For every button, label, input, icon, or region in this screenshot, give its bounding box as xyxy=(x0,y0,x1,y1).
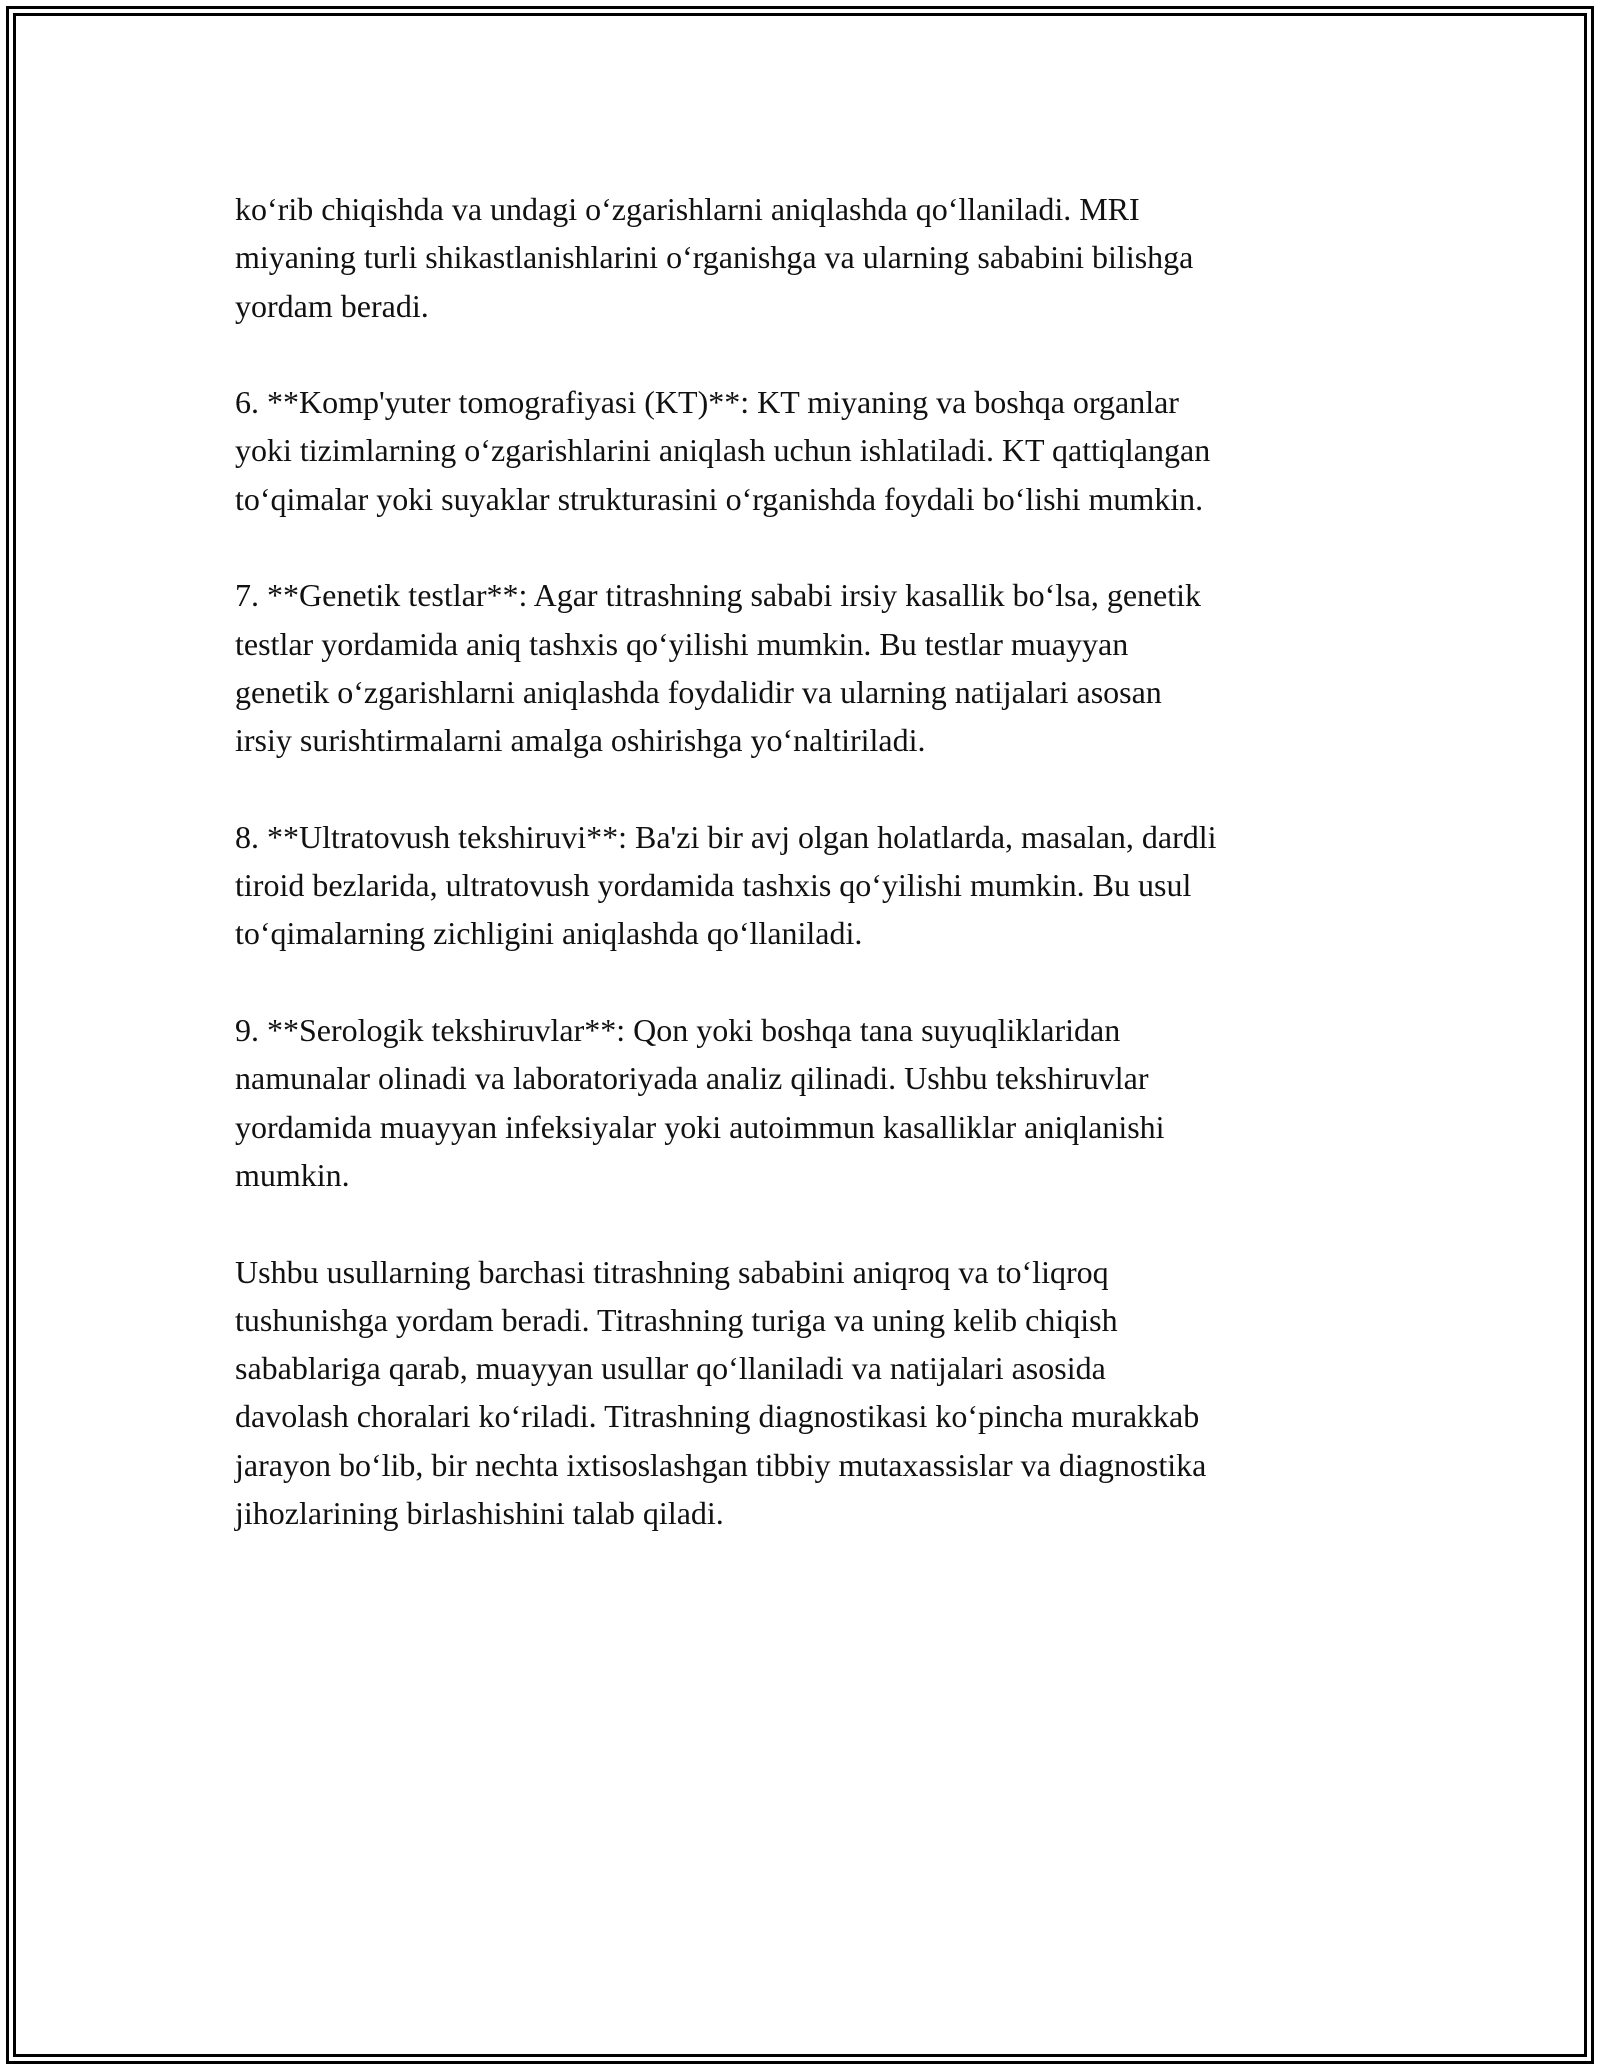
text-line: mumkin. xyxy=(235,1156,350,1193)
text-line: irsiy surishtirmalarni amalga oshirishga yo‘naltiriladi. xyxy=(235,722,926,759)
text-line: jihozlarining birlashishini talab qiladi. xyxy=(235,1495,724,1532)
paragraph-mri-continuation xyxy=(235,185,1375,330)
text-line: 7. **Genetik testlar**: Agar titrashning sababi irsiy kasallik bo‘lsa, genetik xyxy=(235,577,1202,614)
text-line: yordam beradi. xyxy=(235,287,429,324)
paragraph-item-7-genetic-tests xyxy=(235,571,1375,764)
text-line: 9. **Serologik tekshiruvlar**: Qon yoki boshqa tana suyuqliklaridan xyxy=(235,1012,1121,1049)
text-line: tiroid bezlarida, ultratovush yordamida tashxis qo‘yilishi mumkin. Bu usul xyxy=(235,867,1192,904)
document-body xyxy=(235,185,1375,1586)
text-line: davolash choralari ko‘riladi. Titrashning diagnostikasi ko‘pincha murakkab xyxy=(235,1398,1200,1435)
text-line: Ushbu usullarning barchasi titrashning sababini aniqroq va to‘liqroq xyxy=(235,1253,1109,1290)
paragraph-item-9-serology xyxy=(235,1006,1375,1199)
text-line: tushunishga yordam beradi. Titrashning turiga va uning kelib chiqish xyxy=(235,1301,1118,1338)
text-line: genetik o‘zgarishlarni aniqlashda foydalidir va ularning natijalari asosan xyxy=(235,673,1162,710)
text-line: 8. **Ultratovush tekshiruvi**: Ba'zi bir avj olgan holatlarda, masalan, dardli xyxy=(235,818,1217,855)
paragraph-item-8-ultrasound xyxy=(235,813,1375,958)
text-line: namunalar olinadi va laboratoriyada analiz qilinadi. Ushbu tekshiruvlar xyxy=(235,1060,1149,1097)
text-line: to‘qimalarning zichligini aniqlashda qo‘llaniladi. xyxy=(235,915,863,952)
text-line: 6. **Komp'yuter tomografiyasi (KT)**: KT miyaning va boshqa organlar xyxy=(235,384,1179,421)
text-line: yoki tizimlarning o‘zgarishlarini aniqlash uchun ishlatiladi. KT qattiqlangan xyxy=(235,432,1211,469)
text-line: to‘qimalar yoki suyaklar strukturasini o‘rganishda foydali bo‘lishi mumkin. xyxy=(235,480,1204,517)
paragraph-item-6-kt xyxy=(235,378,1375,523)
text-line: miyaning turli shikastlanishlarini o‘rganishga va ularning sababini bilishga xyxy=(235,239,1194,276)
text-line: jarayon bo‘lib, bir nechta ixtisoslashgan tibbiy mutaxassislar va diagnostika xyxy=(235,1446,1207,1483)
text-line: sabablariga qarab, muayyan usullar qo‘llaniladi va natijalari asosida xyxy=(235,1350,1106,1387)
paragraph-conclusion xyxy=(235,1248,1375,1538)
text-line: testlar yordamida aniq tashxis qo‘yilishi mumkin. Bu testlar muayyan xyxy=(235,625,1129,662)
text-line: ko‘rib chiqishda va undagi o‘zgarishlarni aniqlashda qo‘llaniladi. MRI xyxy=(235,191,1140,227)
text-line: yordamida muayyan infeksiyalar yoki autoimmun kasalliklar aniqlanishi xyxy=(235,1108,1165,1145)
